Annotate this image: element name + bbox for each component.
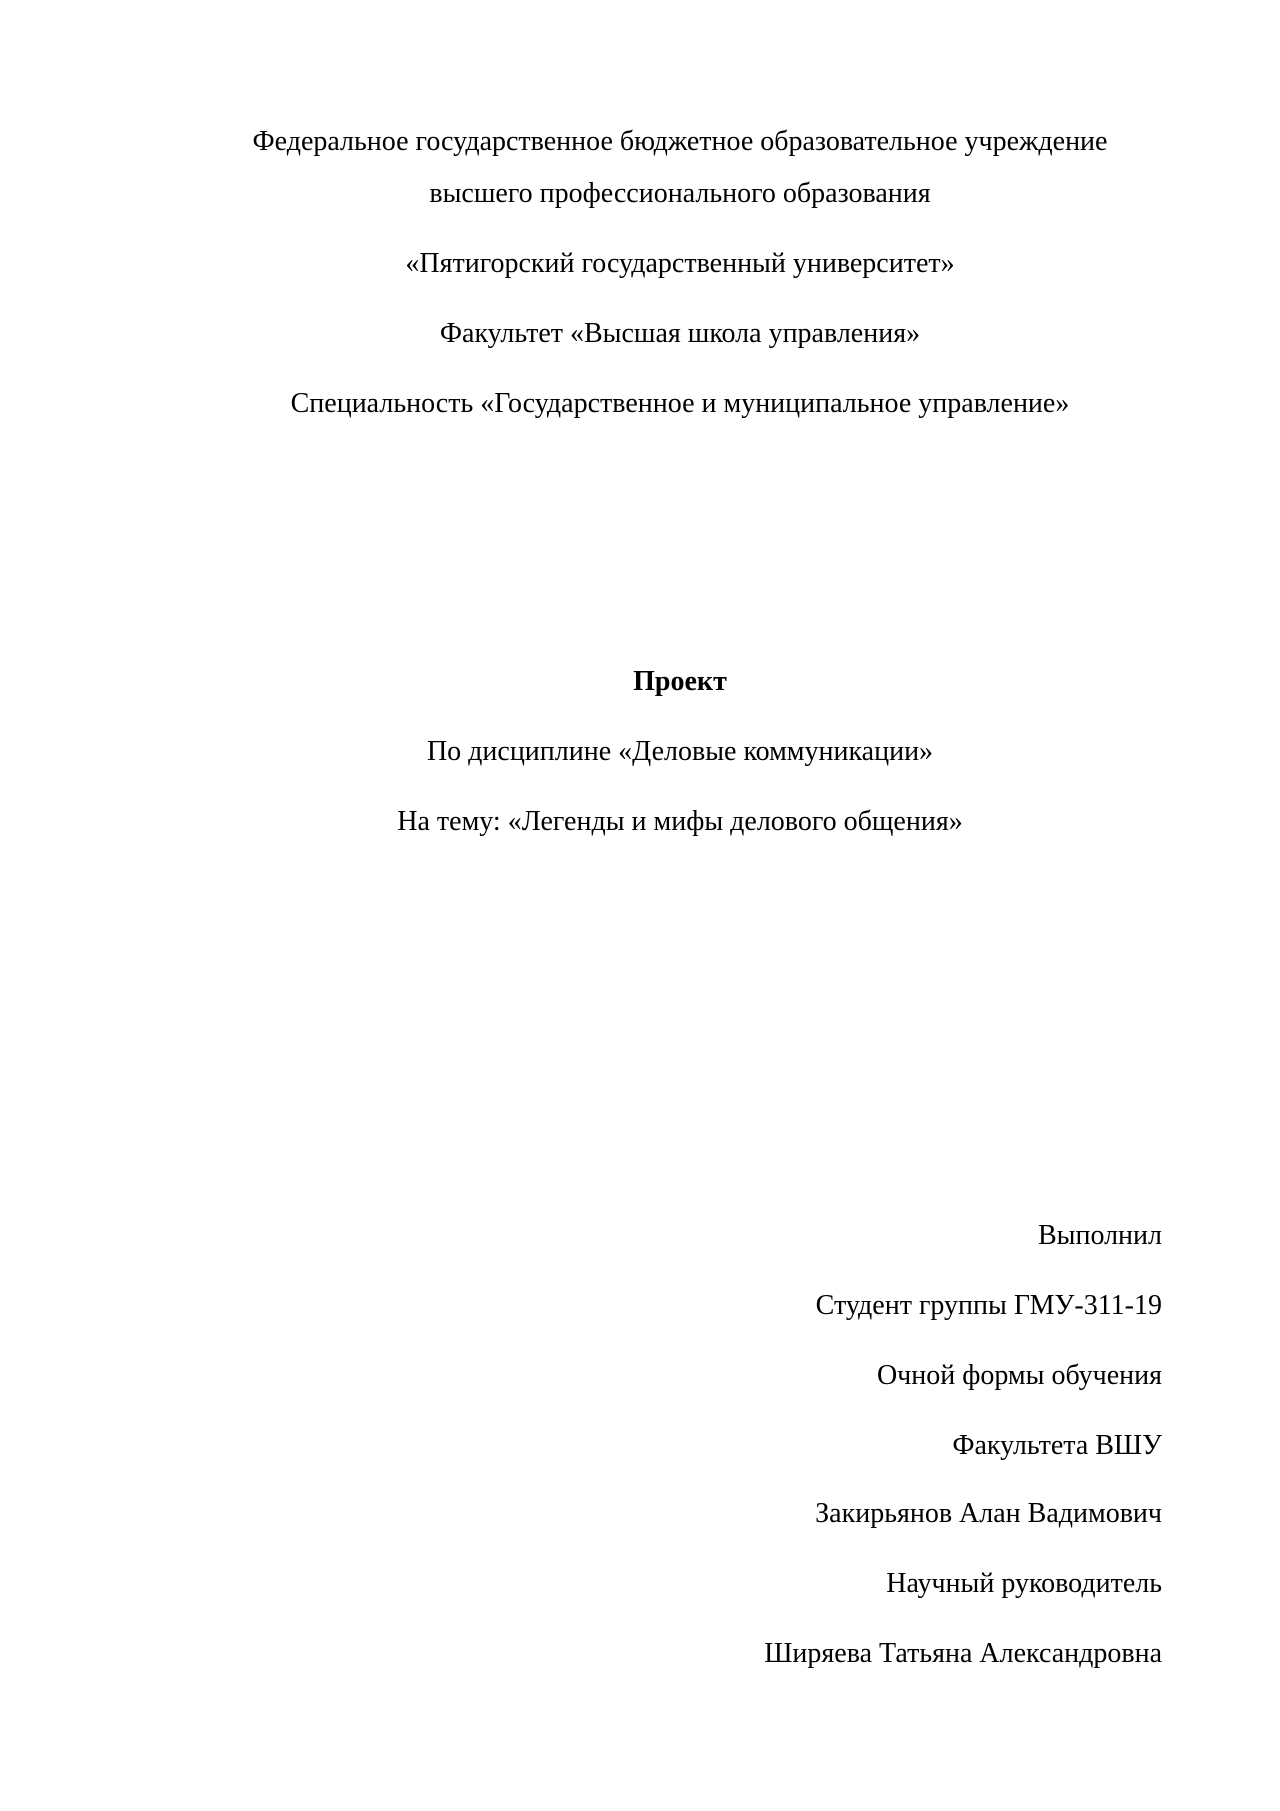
institution-line-1: Федеральное государственное бюджетное образовательное учреждение bbox=[252, 126, 1108, 157]
supervisor-label: Научный руководитель bbox=[886, 1568, 1162, 1599]
student-group: Студент группы ГМУ-311-19 bbox=[815, 1290, 1162, 1321]
institution-line-2: высшего профессионального образования bbox=[429, 178, 931, 209]
specialty-name: Специальность «Государственное и муниципальное управление» bbox=[290, 388, 1070, 419]
supervisor-name: Ширяева Татьяна Александровна bbox=[764, 1638, 1162, 1669]
faculty-name: Факультет «Высшая школа управления» bbox=[439, 318, 921, 349]
student-name: Закирьянов Алан Вадимович bbox=[815, 1498, 1162, 1529]
document-type-title: Проект bbox=[633, 666, 727, 697]
topic-line: На тему: «Легенды и мифы делового общения» bbox=[397, 806, 963, 837]
university-name: «Пятигорский государственный университет» bbox=[405, 248, 955, 279]
study-form: Очной формы обучения bbox=[876, 1360, 1162, 1391]
discipline-line: По дисциплине «Деловые коммуникации» bbox=[426, 736, 934, 767]
performed-by-label: Выполнил bbox=[1037, 1220, 1162, 1251]
faculty-short: Факультета ВШУ bbox=[952, 1430, 1162, 1461]
